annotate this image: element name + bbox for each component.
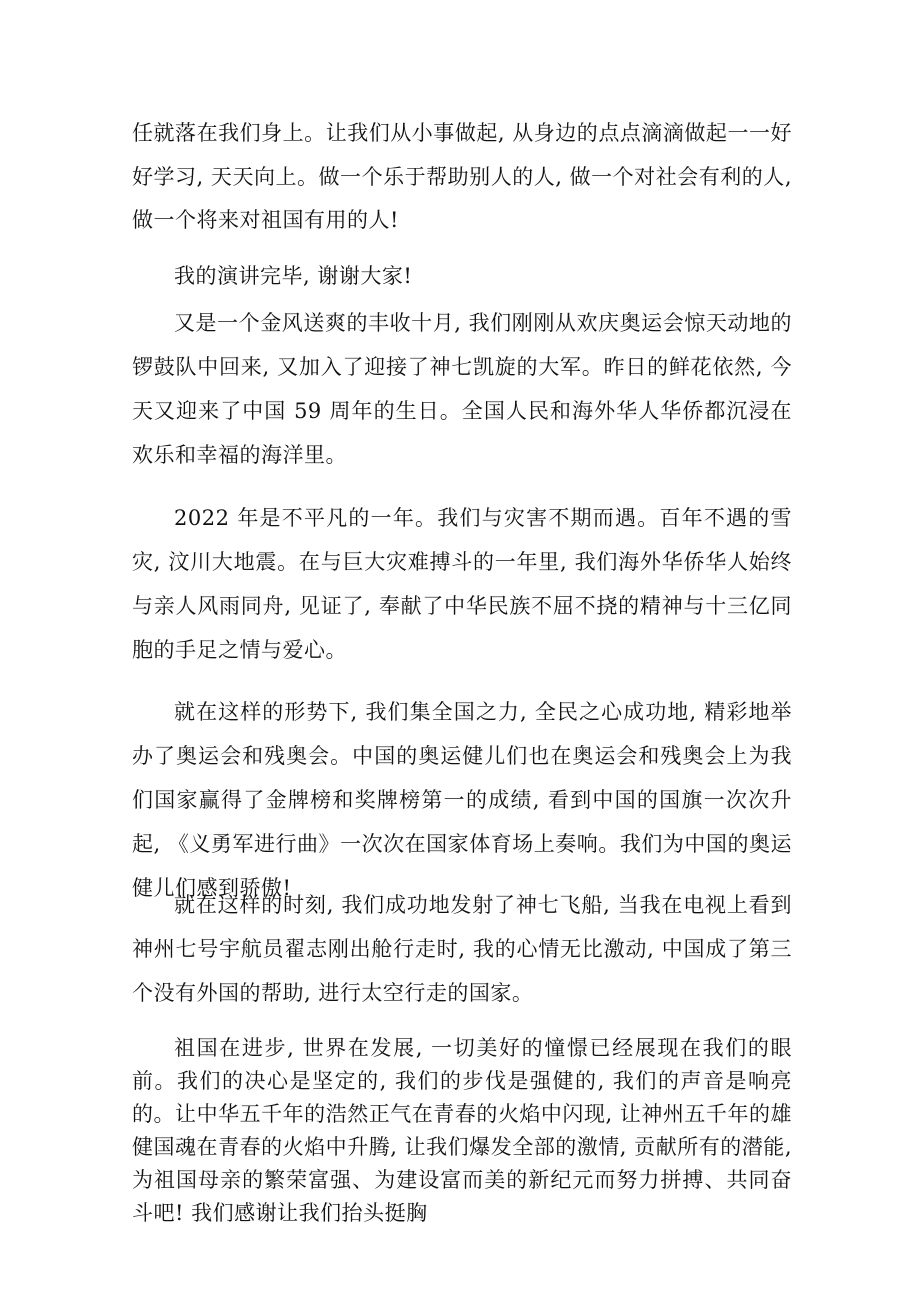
- paragraph-7: 祖国在进步, 世界在发展, 一切美好的憧憬已经展现在我们的眼前。我们的决心是坚定的, 我们的步伐是强健的, 我们的声音是响亮的。让中华五千年的浩然正气在青春的火焰中闪现, 让神州五千年的雄健国魂在青春的火焰中升腾, 让我们爆发全部的激情, 贡献所有的潜能, 为祖国母亲的繁荣富强、为建设富而美的新纪元而努力拼搏、共同奋斗吧! 我们感谢让我们抬头挺胸: [132, 1036, 792, 1225]
- paragraph-1: 任就落在我们身上。让我们从小事做起, 从身边的点点滴滴做起一一好好学习, 天天向上。做一个乐于帮助别人的人, 做一个对社会有利的人, 做一个将来对祖国有用的人!: [132, 121, 792, 232]
- paragraph-3: 又是一个金风送爽的丰收十月, 我们刚刚从欢庆奥运会惊天动地的锣鼓队中回来, 又加入了迎接了神七凯旋的大军。昨日的鲜花依然, 今天又迎来了中国 59 周年的生日。全国人民和海外华人华侨都沉浸在欢乐和幸福的海洋里。: [132, 311, 792, 467]
- paragraph-4: 2022 年是不平凡的一年。我们与灾害不期而遇。百年不遇的雪灾, 汶川大地震。在与巨大灾难搏斗的一年里, 我们海外华侨华人始终与亲人风雨同舟, 见证了, 奉献了中华民族不屈不挠的精神与十三亿同胞的手足之情与爱心。: [132, 506, 792, 662]
- paragraph-5: 就在这样的形势下, 我们集全国之力, 全民之心成功地, 精彩地举办了奥运会和残奥会。中国的奥运健儿们也在奥运会和残奥会上为我们国家赢得了金牌榜和奖牌榜第一的成绩, 看到中国的国旗一次次升起, 《义勇军进行曲》一次次在国家体育场上奏响。我们为中国的奥运健儿们感到骄傲!: [132, 700, 792, 900]
- paragraph-2: 我的演讲完毕, 谢谢大家!: [174, 264, 413, 288]
- paragraph-6: 就在这样的时刻, 我们成功地发射了神七飞船, 当我在电视上看到神州七号宇航员翟志刚出舱行走时, 我的心情无比激动, 中国成了第三个没有外国的帮助, 进行太空行走的国家。: [132, 893, 792, 1005]
